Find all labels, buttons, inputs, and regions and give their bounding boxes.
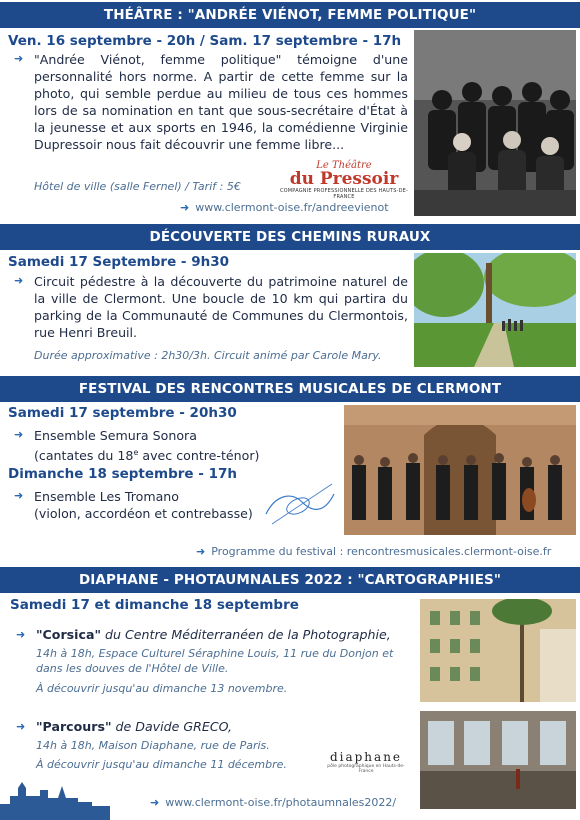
theatre-du-pressoir-logo (278, 160, 410, 200)
expo-parcours-until: À découvrir jusqu'au dimanche 11 décembre. (36, 758, 287, 771)
festival-item-1 (34, 427, 334, 464)
rural-path-photo (414, 253, 576, 367)
diaphane-logo (324, 750, 408, 774)
historic-photo-figures (414, 30, 576, 216)
link-rencontresmusicales-text[interactable]: Programme du festival : rencontresmusicales.clermont-oise.fr (211, 545, 552, 558)
section-band-festival: FESTIVAL DES RENCONTRES MUSICALES DE CLERMONT (0, 376, 580, 402)
date-heading-festival-2: Dimanche 18 septembre - 17h (8, 466, 237, 482)
section-band-chemins: DÉCOUVERTE DES CHEMINS RURAUX (0, 224, 580, 250)
arrow-right-icon: ➜ (196, 545, 206, 558)
expo-corsica-heading (36, 626, 414, 643)
expo-corsica-by: du Centre Méditerranéen de la Photographie, (101, 627, 391, 642)
festival-item-2-title: Ensemble Les Tromano (34, 489, 179, 504)
parcours-interior-photo (420, 711, 576, 809)
arrow-bullet-icon: ➜ (14, 489, 24, 502)
diaphane-logo-sub: pôle photographique en Hauts-de-France (327, 764, 405, 774)
logo-line-3: COMPAGNIE PROFESSIONNELLE DES HAUTS-DE-FRANCE (279, 188, 409, 200)
date-heading-festival-1: Samedi 17 septembre - 20h30 (8, 405, 237, 421)
link-rencontresmusicales[interactable] (196, 545, 551, 558)
expo-parcours-by: de Davide GRECO, (111, 719, 233, 734)
logo-line-2: du Pressoir (289, 169, 399, 189)
historic-photo-assembly (414, 30, 576, 216)
corsica-facade-photo (420, 599, 576, 702)
chemins-description: Circuit pédestre à la découverte du patrimoine naturel de la ville de Clermont. Une boucle de 10 km qui partira du parking de la Communauté de Communes du Clermontois, rue Henri Breuil. (34, 274, 408, 340)
theatre-venue: Hôtel de ville (salle Fernel) / Tarif : 5€ (34, 180, 241, 193)
expo-corsica-details: 14h à 18h, Espace Culturel Séraphine Louis, 11 rue du Donjon et dans les douves de l'Hôtel de Ville. (36, 647, 394, 675)
diaphane-logo-name: diaphane (329, 750, 403, 764)
expo-parcours-heading (36, 718, 336, 735)
arrow-bullet-icon: ➜ (16, 628, 26, 641)
festival-item-1-title: Ensemble Semura Sonora (34, 428, 197, 443)
chemins-note: Durée approximative : 2h30/3h. Circuit animé par Carole Mary. (34, 349, 382, 362)
violin-sketch-illustration (262, 474, 338, 532)
ensemble-church-scene (344, 405, 576, 535)
arrow-bullet-icon: ➜ (14, 52, 24, 65)
date-heading-diaphane: Samedi 17 et dimanche 18 septembre (10, 597, 299, 613)
link-andreevienot-text[interactable]: www.clermont-oise.fr/andreevienot (195, 201, 389, 214)
arrow-bullet-icon: ➜ (16, 720, 26, 733)
expo-corsica-title: "Corsica" (36, 627, 102, 642)
logo-line-1: Le Théâtre (316, 160, 372, 171)
theatre-description: "Andrée Viénot, femme politique" témoigne d'une personnalité hors norme. A partir de cette femme sur la photo, qui semble perdue au milieu de tous ces hommes lors de sa nomination en tant que sous-secrétaire d'État à la jeunesse et aux sports en 1946, la comédienne Virginie Dupressoir nous fait découvrir une femme libre... (34, 52, 408, 152)
link-photaumnales[interactable] (150, 796, 396, 809)
expo-parcours-title: "Parcours" (36, 719, 112, 734)
ensemble-church-photo (344, 405, 576, 535)
date-heading-chemins: Samedi 17 Septembre - 9h30 (8, 254, 230, 270)
date-heading-theatre: Ven. 16 septembre - 20h / Sam. 17 septembre - 17h (8, 33, 402, 49)
section-band-theatre: THÉÂTRE : "ANDRÉE VIÉNOT, FEMME POLITIQUE" (0, 2, 580, 28)
festival-item-1-detail-sup: e (133, 448, 139, 457)
parcours-interior-scene (420, 711, 576, 809)
festival-item-1-detail-b: avec contre-ténor) (138, 448, 260, 464)
section-band-diaphane: DIAPHANE - PHOTAUMNALES 2022 : "CARTOGRAPHIES" (0, 567, 580, 593)
arrow-right-icon: ➜ (180, 201, 190, 214)
clermont-skyline-silhouette (0, 776, 110, 820)
festival-item-1-detail (34, 444, 334, 464)
festival-item-1-detail-a: (cantates du 18 (34, 448, 134, 464)
expo-corsica-until: À découvrir jusqu'au dimanche 13 novembre. (36, 682, 288, 695)
corsica-facade-scene (420, 599, 576, 702)
arrow-bullet-icon: ➜ (14, 428, 24, 441)
festival-item-2-detail: (violon, accordéon et contrebasse) (34, 506, 253, 521)
arrow-bullet-icon: ➜ (14, 274, 24, 287)
rural-path-scene (414, 253, 576, 367)
expo-parcours-details: 14h à 18h, Maison Diaphane, rue de Paris. (36, 739, 270, 752)
link-photaumnales-text[interactable]: www.clermont-oise.fr/photaumnales2022/ (165, 796, 397, 809)
arrow-right-icon: ➜ (150, 796, 160, 809)
link-andreevienot[interactable] (180, 201, 389, 214)
